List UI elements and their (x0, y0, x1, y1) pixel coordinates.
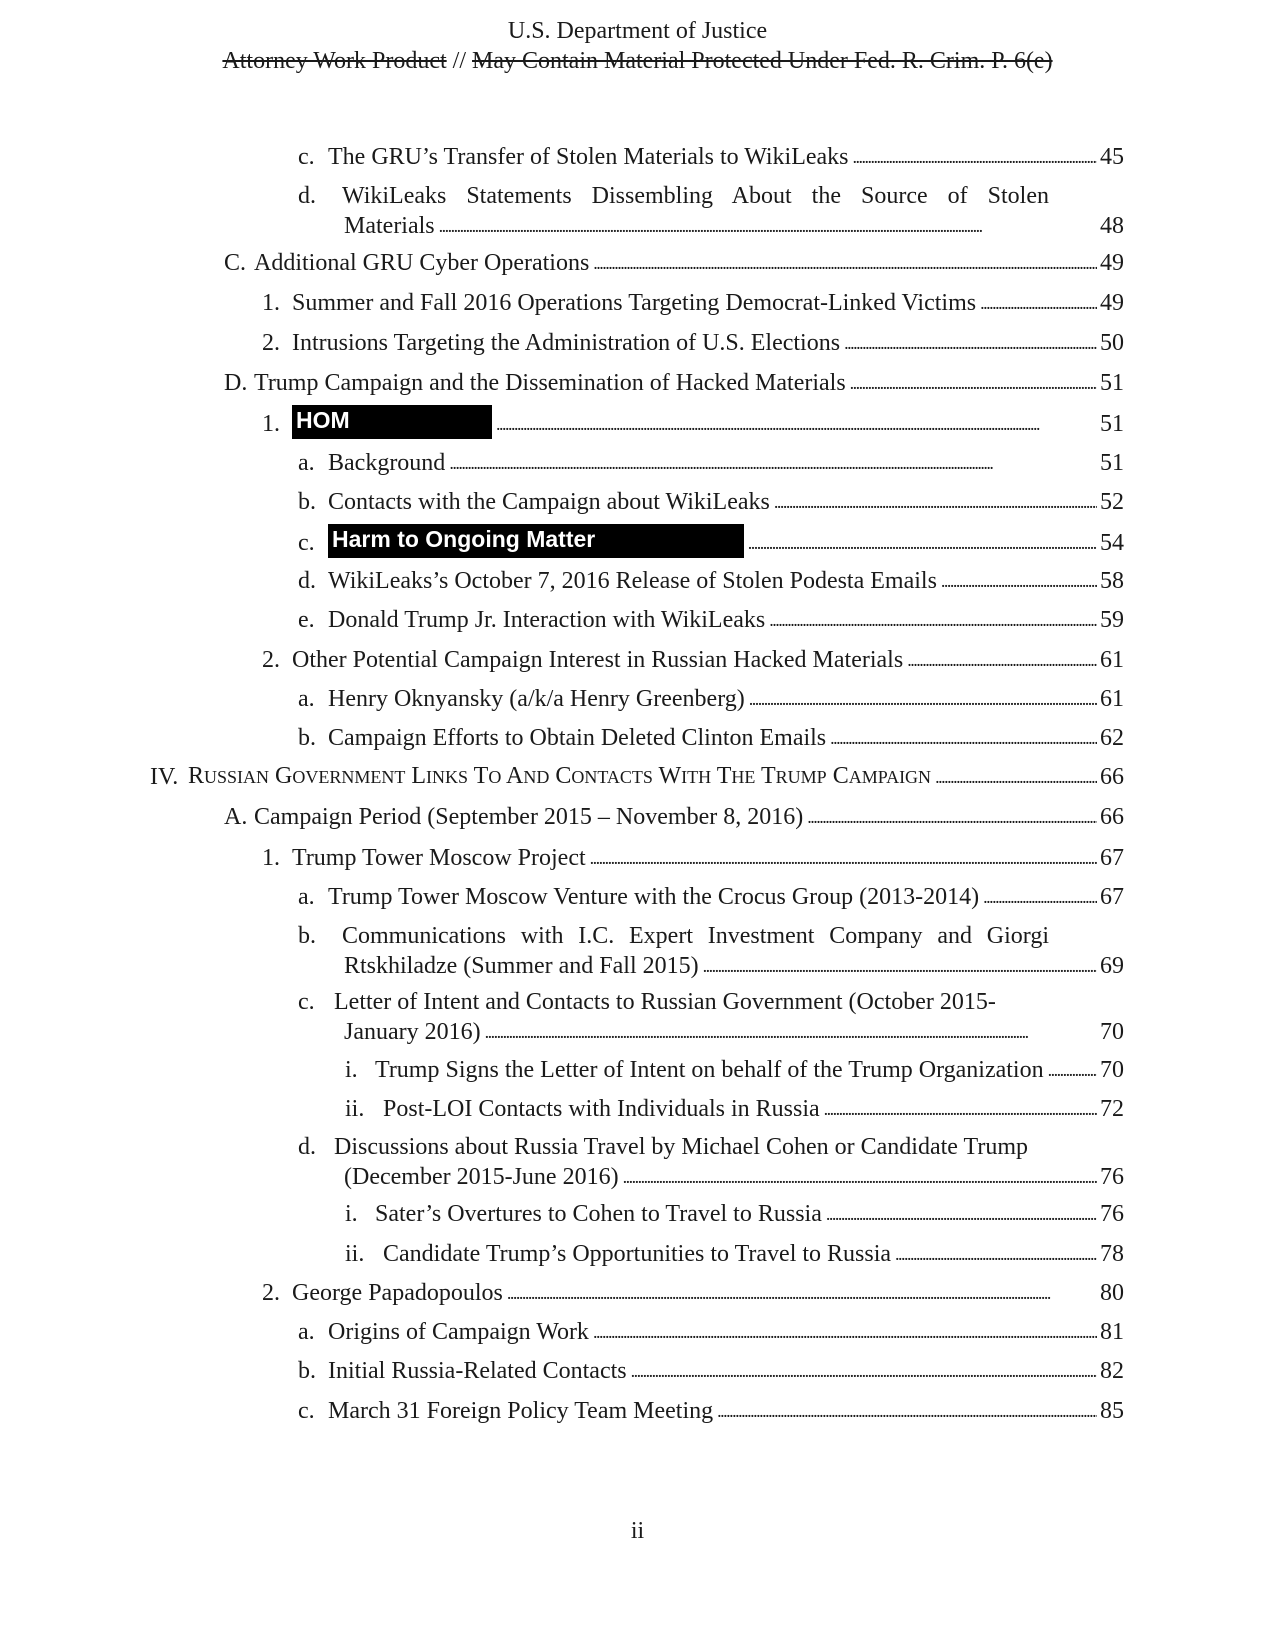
toc-entry-marker: b. (298, 489, 316, 515)
toc-entry[interactable] (298, 1396, 1124, 1426)
toc-entry[interactable] (298, 182, 1124, 241)
toc-entry-title: Henry Oknyansky (a/k/a Henry Greenberg) (328, 686, 745, 712)
header-title: U.S. Department of Justice (507, 18, 768, 44)
toc-entry-title: The GRU’s Transfer of Stolen Materials to WikiLeaks (328, 144, 849, 170)
toc-entry-page: 58 (1100, 568, 1124, 594)
toc-entry-title: Contacts with the Campaign about WikiLeaks (328, 489, 770, 515)
toc-entry-marker: A. (224, 804, 248, 830)
toc-entry-title: Initial Russia-Related Contacts (328, 1358, 627, 1384)
toc-entry-marker: a. (298, 450, 315, 476)
toc-entry[interactable] (224, 368, 1124, 398)
toc-entry-title: Communications with I.C. Expert Investment Company and Giorgi (342, 923, 1049, 949)
toc-entry-marker: d. (298, 183, 316, 209)
toc-entry[interactable] (298, 1317, 1124, 1347)
toc-entry[interactable] (224, 802, 1124, 832)
dot-leader (749, 684, 1097, 714)
toc-entry-marker: 2. (262, 330, 280, 356)
dot-leader (590, 843, 1097, 873)
dot-leader (983, 882, 1097, 912)
toc-entry-marker: a. (298, 884, 315, 910)
toc-entry-title: Trump Campaign and the Dissemination of Hacked Materials (254, 370, 846, 396)
toc-entry-page: 80 (1100, 1280, 1124, 1306)
redaction-block: Harm to Ongoing Matter (328, 524, 744, 558)
toc-entry[interactable] (298, 487, 1124, 517)
toc-entry-title-continued: Rtskhiladze (Summer and Fall 2015) (344, 953, 699, 979)
toc-entry-page: 52 (1100, 489, 1124, 515)
toc-entry-page: 49 (1100, 290, 1124, 316)
dot-leader (623, 1162, 1097, 1192)
toc-entry-marker: a. (298, 686, 315, 712)
toc-entry-title: RUSSIAN GOVERNMENT LINKS TO AND CONTACTS WITH THE TRUMP CAMPAIGN (188, 763, 932, 789)
toc-entry[interactable] (298, 988, 1124, 1047)
toc-entry-title: WikiLeaks Statements Dissembling About the Source of Stolen (342, 183, 1049, 209)
dot-leader (769, 605, 1097, 635)
toc-entry-page: 66 (1100, 764, 1124, 790)
toc-entry[interactable] (262, 328, 1124, 358)
toc-entry-page: 69 (1100, 953, 1124, 979)
toc-entry-marker: c. (298, 530, 315, 556)
toc-entry-page: 66 (1100, 804, 1124, 830)
dot-leader (980, 288, 1097, 318)
toc-entry-page: 59 (1100, 607, 1124, 633)
toc-entry[interactable] (298, 684, 1124, 714)
toc-entry[interactable] (298, 882, 1124, 912)
toc-entry-marker: 2. (262, 1280, 280, 1306)
toc-entry-marker: 1. (262, 845, 280, 871)
dot-leader (593, 1317, 1097, 1347)
toc-entry-marker: i. (345, 1201, 358, 1227)
toc-entry-marker: c. (298, 1398, 315, 1424)
toc-entry[interactable] (345, 1094, 1124, 1124)
toc-entry-title: Other Potential Campaign Interest in Russian Hacked Materials (292, 647, 904, 673)
toc-entry-page: 78 (1100, 1241, 1124, 1267)
dot-leader (844, 328, 1097, 358)
toc-entry[interactable] (262, 405, 1124, 439)
toc-entry-page: 67 (1100, 884, 1124, 910)
toc-entry[interactable] (224, 248, 1124, 278)
toc-entry[interactable] (262, 1278, 1124, 1308)
toc-entry-marker: 2. (262, 647, 280, 673)
dot-leader (631, 1356, 1097, 1386)
toc-entry-marker: b. (298, 1358, 316, 1384)
toc-entry-title: Donald Trump Jr. Interaction with WikiLeaks (328, 607, 766, 633)
toc-entry-marker: c. (298, 144, 315, 170)
toc-entry-title: Post-LOI Contacts with Individuals in Russia (383, 1096, 820, 1122)
toc-entry-page: 51 (1100, 450, 1124, 476)
toc-entry[interactable] (298, 524, 1124, 558)
dot-leader (830, 723, 1097, 753)
toc-entry-marker: d. (298, 1134, 316, 1160)
toc-entry-marker: 1. (262, 411, 280, 437)
toc-entry-page: 70 (1100, 1057, 1124, 1083)
dot-leader (935, 762, 1097, 792)
dot-leader (907, 645, 1097, 675)
toc-entry-page: 50 (1100, 330, 1124, 356)
toc-entry-title: Campaign Period (September 2015 – November 8, 2016) (254, 804, 804, 830)
toc-entry-page: 61 (1100, 647, 1124, 673)
toc-entry-marker: ii. (345, 1096, 365, 1122)
dot-leader (485, 1017, 1097, 1047)
toc-entry-title: Sater’s Overtures to Cohen to Travel to Russia (375, 1201, 822, 1227)
toc-entry-page: 81 (1100, 1319, 1124, 1345)
toc-entry-title: Candidate Trump’s Opportunities to Travel to Russia (383, 1241, 892, 1267)
toc-entry[interactable] (345, 1239, 1124, 1269)
toc-entry-title: March 31 Foreign Policy Team Meeting (328, 1398, 714, 1424)
toc-entry-title: WikiLeaks’s October 7, 2016 Release of Stolen Podesta Emails (328, 568, 937, 594)
toc-entry[interactable] (298, 448, 1124, 478)
dot-leader (449, 448, 1097, 478)
dot-leader (748, 528, 1097, 558)
toc-entry[interactable] (298, 142, 1124, 172)
toc-entry-page: 54 (1100, 530, 1124, 556)
toc-entry-title: Trump Tower Moscow Project (292, 845, 586, 871)
toc-entry-page: 82 (1100, 1358, 1124, 1384)
toc-entry-marker: i. (345, 1057, 358, 1083)
toc-entry-title: Trump Signs the Letter of Intent on behalf of the Trump Organization (375, 1057, 1044, 1083)
toc-entry[interactable] (298, 1356, 1124, 1386)
toc-entry-title-continued: January 2016) (344, 1019, 481, 1045)
toc-entry[interactable] (298, 922, 1124, 981)
toc-entry[interactable] (262, 843, 1124, 873)
dot-leader (496, 409, 1097, 439)
toc-entry[interactable] (345, 1199, 1124, 1229)
toc-entry-page: 62 (1100, 725, 1124, 751)
toc-entry-marker: a. (298, 1319, 315, 1345)
toc-entry-title-continued: Materials (344, 213, 435, 239)
toc-entry-marker: c. (298, 989, 315, 1015)
dot-leader (853, 142, 1097, 172)
dot-leader (593, 248, 1097, 278)
toc-entry-marker: d. (298, 568, 316, 594)
toc-entry-page: 70 (1100, 1019, 1124, 1045)
dot-leader (941, 566, 1097, 596)
dot-leader (850, 368, 1097, 398)
toc-entry-page: 67 (1100, 845, 1124, 871)
toc-entry-title: Summer and Fall 2016 Operations Targeting Democrat-Linked Victims (292, 290, 977, 316)
dot-leader (1048, 1055, 1097, 1085)
toc-entry-title: Campaign Efforts to Obtain Deleted Clinton Emails (328, 725, 827, 751)
toc-entry-marker: IV. (150, 764, 179, 790)
dot-leader (439, 211, 1097, 241)
dot-leader (774, 487, 1097, 517)
toc-entry-marker: 1. (262, 290, 280, 316)
toc-entry-title: Background (328, 450, 446, 476)
toc-entry-title: Trump Tower Moscow Venture with the Crocus Group (2013-2014) (328, 884, 980, 910)
toc-entry[interactable] (262, 645, 1124, 675)
dot-leader (807, 802, 1097, 832)
toc-entry-marker: ii. (345, 1241, 365, 1267)
toc-entry-marker: b. (298, 725, 316, 751)
toc-entry[interactable] (298, 1133, 1124, 1192)
toc-entry-title: Discussions about Russia Travel by Michael Cohen or Candidate Trump (334, 1134, 1028, 1160)
toc-entry-page: 61 (1100, 686, 1124, 712)
notice-grand-jury: May Contain Material Protected Under Fed. R. Crim. P. 6(e) (472, 48, 1053, 74)
toc-entry[interactable] (298, 566, 1124, 596)
toc-entry[interactable] (262, 288, 1124, 318)
toc-entry[interactable] (298, 605, 1124, 635)
toc-entry[interactable] (298, 723, 1124, 753)
toc-entry-title: Letter of Intent and Contacts to Russian Government (October 2015- (334, 989, 996, 1015)
toc-entry-marker: b. (298, 923, 316, 949)
toc-entry-page: 51 (1100, 411, 1124, 437)
notice-separator: // (446, 48, 473, 74)
toc-entry-title: George Papadopoulos (292, 1280, 503, 1306)
toc-entry-page: 48 (1100, 213, 1124, 239)
toc-entry-page: 85 (1100, 1398, 1124, 1424)
dot-leader (717, 1396, 1097, 1426)
toc-entry-title: Intrusions Targeting the Administration of U.S. Elections (292, 330, 841, 356)
toc-entry[interactable] (345, 1055, 1124, 1085)
toc-entry-title: Additional GRU Cyber Operations (254, 250, 590, 276)
toc-entry-marker: e. (298, 607, 315, 633)
toc-entry-page: 72 (1100, 1096, 1124, 1122)
toc-entry-page: 49 (1100, 250, 1124, 276)
dot-leader (703, 951, 1097, 981)
dot-leader (826, 1199, 1097, 1229)
notice-work-product: Attorney Work Product (222, 48, 447, 74)
dot-leader (507, 1278, 1097, 1308)
toc-entry-marker: D. (224, 370, 248, 396)
toc-entry-title: Origins of Campaign Work (328, 1319, 589, 1345)
toc-entry-page: 51 (1100, 370, 1124, 396)
dot-leader (895, 1239, 1097, 1269)
toc-entry-title-continued: (December 2015-June 2016) (344, 1164, 619, 1190)
redaction-block: HOM (292, 405, 492, 439)
page-number: ii (630, 1518, 645, 1544)
toc-entry-page: 45 (1100, 144, 1124, 170)
dot-leader (824, 1094, 1097, 1124)
toc-entry[interactable] (150, 762, 1124, 792)
toc-entry-page: 76 (1100, 1164, 1124, 1190)
toc-entry-page: 76 (1100, 1201, 1124, 1227)
toc-entry-marker: C. (224, 250, 247, 276)
